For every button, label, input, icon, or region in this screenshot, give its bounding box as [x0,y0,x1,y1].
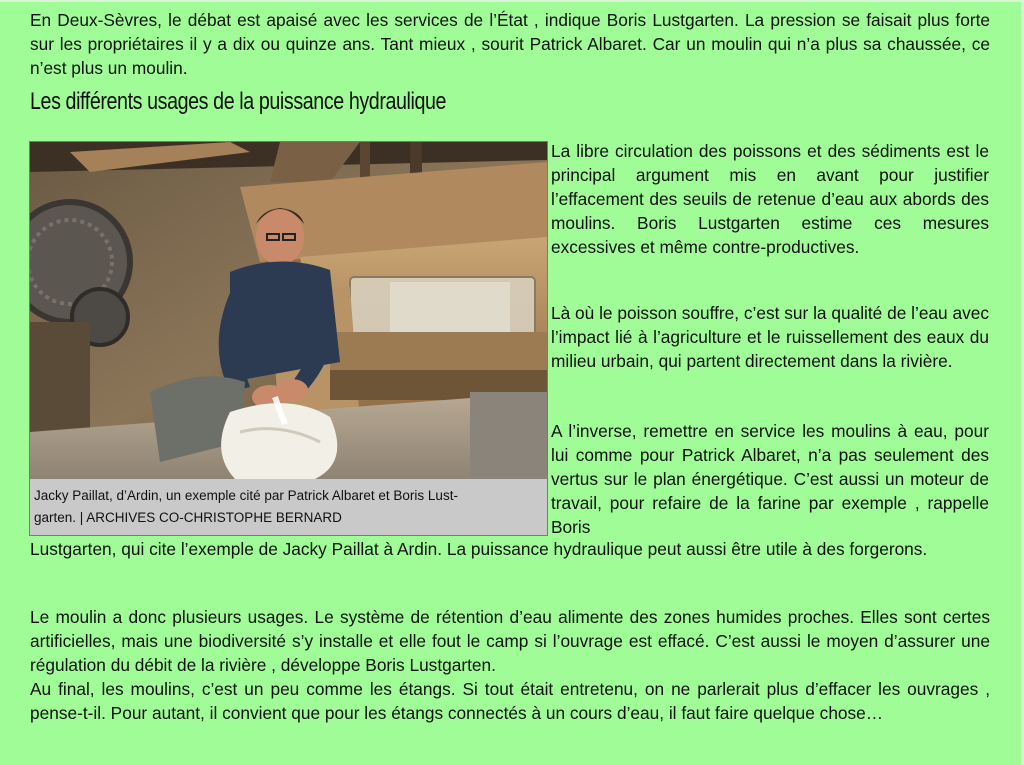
caption-line-1: Jacky Paillat, d’Ardin, un exemple cité par Patrick Albaret et Boris Lust- [34,488,458,503]
intro-paragraph: En Deux-Sèvres, le débat est apaisé avec les services de l’État , indique Boris Lustgarten. La pression se faisait plus forte sur les propriétaires il y a dix ou quinze ans. Tant mieux , sourit Patrick Albaret. Car un moulin qui n’a plus sa chaussée, ce n’est plus un moulin. [30,10,990,78]
paragraph-water-quality: Là où le poisson souffre, c’est sur la qualité de l’eau avec l’impact lié à l’agriculture et le ruissellement des eaux du milieu urbain, qui partent directement dans la rivière. [551,303,989,371]
paragraph-mills-right: A l’inverse, remettre en service les moulins à eau, pour lui comme pour Patrick Albaret, n’a pas seulement des vertus sur le plan énergétique. C’est aussi un moteur de travail, pour refaire de la farine par exemple , rappelle Boris [551,421,989,537]
mill-photo [30,142,547,479]
closing-paragraphs [30,605,990,725]
caption-line-2: garten. | ARCHIVES CO-CHRISTOPHE BERNARD [34,510,342,525]
section-heading: Les différents usages de la puissance hydraulique [30,88,447,115]
paragraph-ponds: Au final, les moulins, c’est un peu comme les étangs. Si tout était entretenu, on ne parlerait plus d’effacer les ouvrages , pense-t-il. Pour autant, il convient que pour les étangs connectés à un cours d’eau, il faut faire quelque chose… [30,679,990,723]
paragraph-sediments: La libre circulation des poissons et des sédiments est le principal argument mis en avant pour justifier l’effacement des seuils de retenue d’eau aux abords des moulins. Boris Lustgarten estime ces mesures excessives et même contre-productives. [551,141,989,257]
paragraph-mills-continued: Lustgarten, qui cite l’exemple de Jacky Paillat à Ardin. La puissance hydraulique peut aussi être utile à des forgerons. [30,539,928,559]
photo-figure [29,141,548,536]
top-edge [0,0,1024,2]
paragraph-usages: Le moulin a donc plusieurs usages. Le système de rétention d’eau alimente des zones humides proches. Elles sont certes artificielles, mais une biodiversité s’y installe et elle fout le camp si l’ouvrage est effacé. C’est aussi le moyen d’assurer une régulation du débit de la rivière , développe Boris Lustgarten. [30,607,990,675]
photo-caption [34,485,544,529]
